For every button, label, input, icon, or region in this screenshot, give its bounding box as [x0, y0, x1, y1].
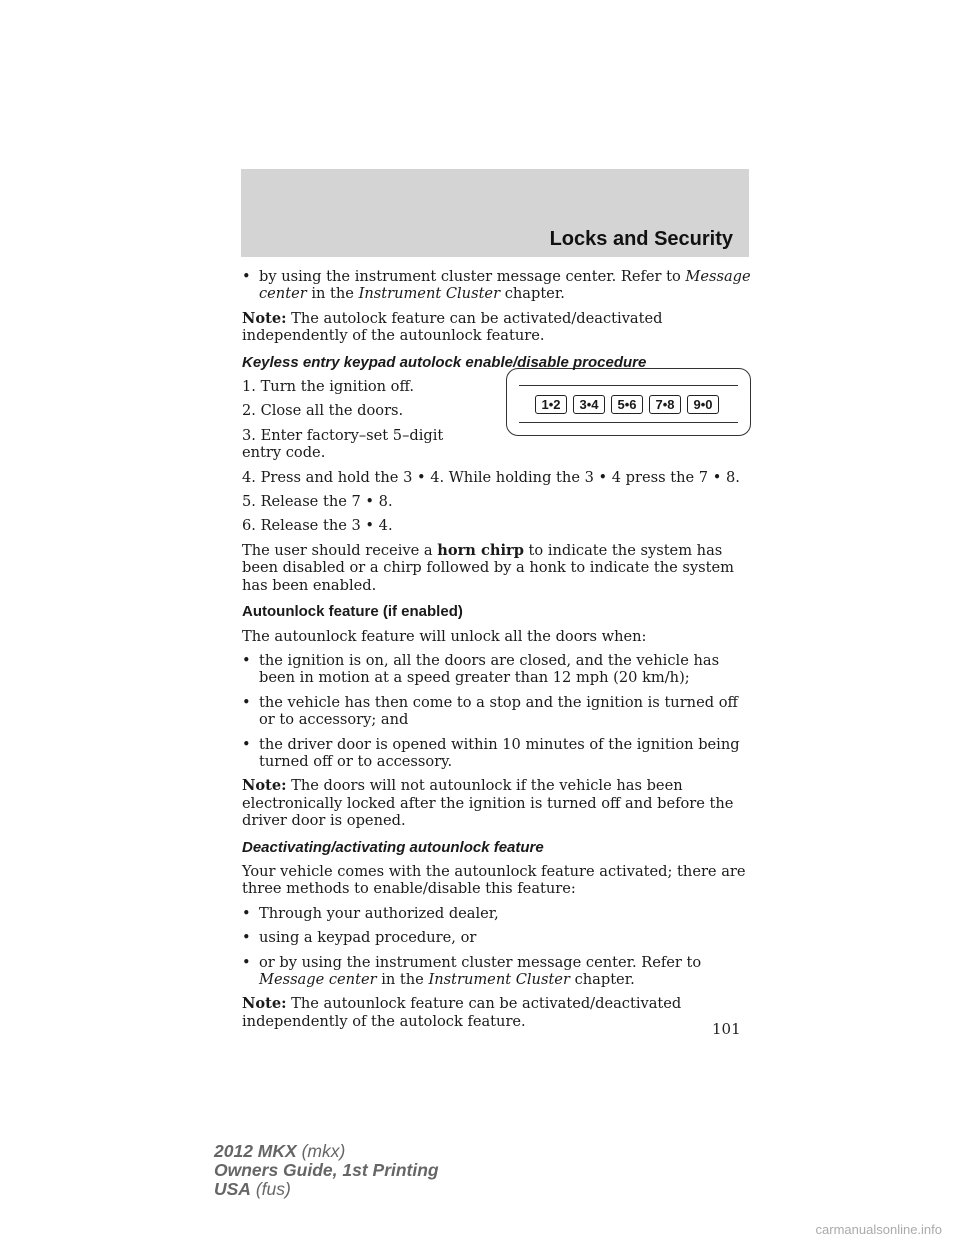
bullet-dot: • [242, 735, 251, 753]
keypad-key: 9•0 [687, 395, 719, 414]
xref-instrument-cluster: Instrument Cluster [428, 971, 570, 988]
bullet-item [242, 652, 754, 687]
bullet-dot: • [242, 953, 251, 971]
xref-instrument-cluster: Instrument Cluster [358, 285, 501, 303]
keypad-key: 3•4 [573, 395, 605, 414]
footer-line [214, 1142, 439, 1161]
bullet-item [242, 268, 754, 303]
page-body [242, 268, 754, 1037]
bullet-dot: • [242, 268, 251, 285]
bullet-dot: • [242, 929, 251, 947]
bullet-text: Through your authorized dealer, [259, 904, 499, 922]
step: 3. Enter factory–set 5–digit entry code. [242, 426, 444, 462]
step: 2. Close all the doors. [242, 402, 404, 420]
step: 6. Release the 3 • 4. [242, 517, 393, 535]
bullet-item [242, 954, 754, 989]
text-span: chapter. [504, 285, 565, 303]
bullet-item [242, 694, 754, 729]
footer-market: USA [214, 1179, 251, 1199]
footer-model: 2012 MKX [214, 1141, 297, 1161]
section-title: Locks and Security [549, 228, 733, 250]
bullet-text: using a keypad procedure, or [259, 929, 477, 947]
note-paragraph [242, 777, 754, 829]
bullet-item [242, 929, 754, 946]
note-text: The doors will not autounlock if the vehicle has been electronically locked after the ignition is turned off and before the driver door is opened. [242, 777, 734, 830]
section-header [241, 169, 749, 257]
text-span: in the [311, 285, 354, 303]
print-footer [214, 1142, 439, 1199]
bullet-item [242, 736, 754, 771]
text-span: chapter. [574, 971, 635, 988]
text-span: or by using the instrument cluster message center. Refer to [259, 953, 702, 971]
step: 5. Release the 7 • 8. [242, 493, 393, 511]
footer-line [214, 1180, 439, 1199]
bullet-text [259, 954, 754, 989]
bullet-text: the vehicle has then come to a stop and the ignition is turned off or to accessory; and [259, 693, 738, 729]
heading-keypad-procedure: Keyless entry keypad autolock enable/disable procedure [242, 353, 647, 371]
footer-model-code: (mkx) [301, 1141, 346, 1161]
bullet-dot: • [242, 651, 251, 669]
bullet-dot: • [242, 904, 251, 922]
xref-message-center: Message center [259, 971, 377, 988]
bullet-text: the ignition is on, all the doors are closed, and the vehicle has been in motion at a speed greater than 12 mph (20 km/h); [259, 651, 720, 687]
text-span: The user should receive a [242, 541, 433, 559]
xref-message-center: Message center [259, 268, 751, 303]
bullet-text: the driver door is opened within 10 minutes of the ignition being turned off or to accessory. [259, 735, 740, 770]
note-text: The autolock feature can be activated/deactivated independently of the autounlock feature. [242, 309, 663, 345]
note-paragraph [242, 995, 754, 1030]
keypad-key: 1•2 [535, 395, 567, 414]
step: 4. Press and hold the 3 • 4. While holding the 3 • 4 press the 7 • 8. [242, 468, 740, 486]
chirp-paragraph [242, 542, 754, 594]
note-text: The autounlock feature can be activated/deactivated independently of the autolock feature. [242, 995, 682, 1030]
note-label: Note: [242, 777, 287, 795]
text-span: by using the instrument cluster message center. Refer to [259, 268, 681, 285]
site-watermark: carmanualsonline.info [815, 1222, 942, 1237]
page-number: 101 [712, 1020, 741, 1038]
note-label: Note: [242, 309, 287, 327]
text-span: to indicate the system has been disabled or a chirp followed by a honk to indicate the system has been enabled. [242, 541, 734, 594]
paragraph: The autounlock feature will unlock all the doors when: [242, 627, 647, 645]
keypad-key: 7•8 [649, 395, 681, 414]
heading-autounlock: Autounlock feature (if enabled) [242, 603, 463, 621]
footer-line: Owners Guide, 1st Printing [214, 1160, 439, 1180]
bullet-item [242, 905, 754, 922]
bold-term: horn chirp [437, 541, 524, 559]
footer-market-code: (fus) [255, 1179, 291, 1199]
paragraph: Your vehicle comes with the autounlock feature activated; there are three methods to enable/disable this feature: [242, 862, 746, 898]
text-span: in the [381, 971, 424, 988]
bullet-text [259, 268, 754, 303]
note-label: Note: [242, 995, 287, 1013]
note-paragraph [242, 310, 754, 345]
heading-deactivating: Deactivating/activating autounlock feature [242, 838, 544, 856]
step: 1. Turn the ignition off. [242, 378, 414, 396]
keypad-key: 5•6 [611, 395, 643, 414]
bullet-dot: • [242, 693, 251, 711]
